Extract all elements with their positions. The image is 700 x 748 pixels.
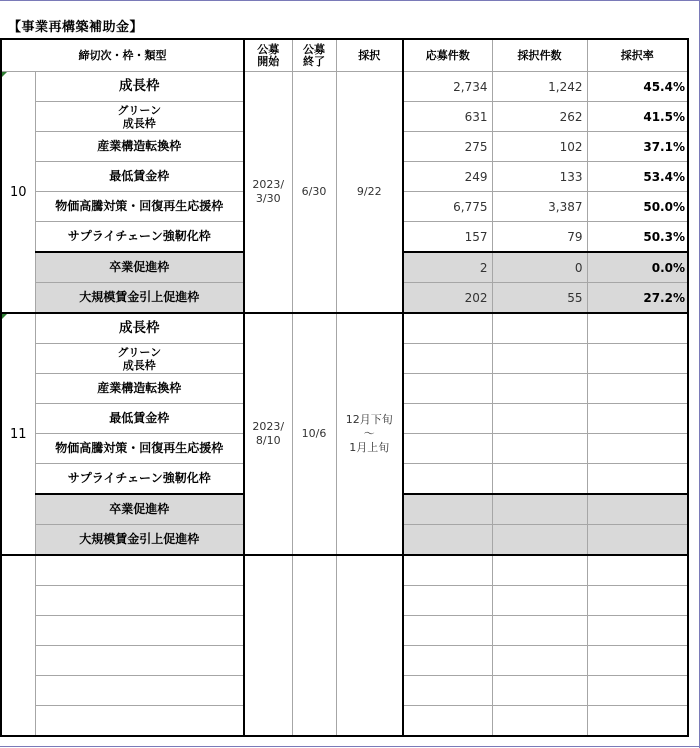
applications-cell[interactable]: 157	[403, 222, 492, 253]
table-row	[1, 313, 688, 344]
blank-start-cell[interactable]	[244, 555, 292, 736]
blank-category-cell[interactable]	[35, 646, 244, 676]
blank-category-cell[interactable]	[35, 616, 244, 646]
category-cell[interactable]	[35, 404, 244, 434]
applications-cell[interactable]	[403, 464, 492, 495]
rate-cell[interactable]: 50.3%	[587, 222, 688, 253]
header-start-label: 公募 開始	[257, 42, 280, 68]
category-label: 成長枠	[119, 78, 160, 94]
rate-cell[interactable]: 41.5%	[587, 102, 688, 132]
category-cell[interactable]	[35, 525, 244, 556]
blank-adopted-cell[interactable]	[492, 586, 587, 616]
blank-applications-cell[interactable]	[403, 676, 492, 706]
blank-adopted-cell[interactable]	[492, 676, 587, 706]
applications-cell[interactable]: 202	[403, 283, 492, 314]
frame-bottom	[0, 746, 700, 747]
category-label: サプライチェーン強靭化枠	[67, 471, 211, 485]
category-cell[interactable]	[35, 313, 244, 344]
category-cell[interactable]	[35, 162, 244, 192]
adopt-date-cell[interactable]	[336, 313, 403, 555]
rate-cell[interactable]	[587, 494, 688, 525]
blank-adopted-cell[interactable]	[492, 646, 587, 676]
applications-cell[interactable]	[403, 313, 492, 344]
applications-cell[interactable]: 275	[403, 132, 492, 162]
adopted-cell[interactable]	[492, 525, 587, 556]
adopted-cell[interactable]: 79	[492, 222, 587, 253]
blank-applications-cell[interactable]	[403, 646, 492, 676]
subsidy-table	[0, 38, 689, 737]
adopt-date: 12月下旬 ～ 1月上旬	[345, 413, 393, 454]
category-label: サプライチェーン強靭化枠	[67, 229, 211, 243]
blank-adopted-cell[interactable]	[492, 616, 587, 646]
category-cell[interactable]	[35, 374, 244, 404]
category-cell[interactable]	[35, 72, 244, 102]
blank-category-cell[interactable]	[35, 586, 244, 616]
blank-rate-cell[interactable]	[587, 676, 688, 706]
category-cell[interactable]	[35, 132, 244, 162]
rate-cell[interactable]	[587, 374, 688, 404]
category-label: 卒業促進枠	[109, 260, 170, 274]
rate-cell[interactable]	[587, 404, 688, 434]
category-label: 産業構造転換枠	[97, 139, 182, 153]
blank-applications-cell[interactable]	[403, 706, 492, 737]
rate-cell[interactable]: 0.0%	[587, 252, 688, 283]
adopt-date-cell[interactable]	[336, 72, 403, 314]
rate-cell[interactable]: 27.2%	[587, 283, 688, 314]
adopted-cell[interactable]: 55	[492, 283, 587, 314]
adopted-cell[interactable]: 262	[492, 102, 587, 132]
adopted-cell[interactable]	[492, 434, 587, 464]
blank-row	[1, 555, 688, 586]
adopted-cell[interactable]	[492, 374, 587, 404]
adopt-date: 9/22	[356, 185, 382, 198]
adopted-cell[interactable]: 0	[492, 252, 587, 283]
header-adopted[interactable]: 採択件数	[492, 39, 587, 72]
rate-cell[interactable]	[587, 313, 688, 344]
end-date-cell[interactable]	[292, 72, 336, 314]
category-cell[interactable]	[35, 252, 244, 283]
category-cell[interactable]	[35, 222, 244, 253]
header-row	[1, 39, 688, 72]
adopted-cell[interactable]	[492, 464, 587, 495]
category-cell[interactable]	[35, 434, 244, 464]
adopted-cell[interactable]	[492, 344, 587, 374]
rate-cell[interactable]	[587, 344, 688, 374]
blank-rate-cell[interactable]	[587, 586, 688, 616]
adopted-cell[interactable]: 3,387	[492, 192, 587, 222]
rate-cell[interactable]: 53.4%	[587, 162, 688, 192]
applications-cell[interactable]	[403, 374, 492, 404]
adopted-cell[interactable]	[492, 404, 587, 434]
category-label: 物価高騰対策・回復再生応援枠	[55, 199, 224, 213]
end-date-cell[interactable]	[292, 313, 336, 555]
applications-cell[interactable]: 249	[403, 162, 492, 192]
header-applications[interactable]: 応募件数	[403, 39, 492, 72]
header-adopt[interactable]: 採択	[336, 39, 403, 72]
table-row	[1, 72, 688, 102]
adopted-cell[interactable]	[492, 494, 587, 525]
applications-cell[interactable]: 6,775	[403, 192, 492, 222]
blank-adopt-cell[interactable]	[336, 555, 403, 736]
header-round-type[interactable]: 締切次・枠・類型	[1, 39, 244, 72]
category-label: 成長枠	[119, 320, 160, 336]
start-date: 2023/ 3/30	[252, 178, 285, 205]
category-label: 最低賃金枠	[109, 169, 170, 183]
end-date: 6/30	[301, 185, 327, 198]
rate-cell[interactable]	[587, 464, 688, 495]
round-number-cell[interactable]	[1, 313, 35, 555]
blank-rate-cell[interactable]	[587, 616, 688, 646]
category-label: グリーン 成長枠	[117, 345, 162, 372]
category-label: グリーン 成長枠	[117, 103, 162, 130]
end-date: 10/6	[301, 427, 327, 440]
header-end[interactable]	[292, 39, 336, 72]
table-body	[1, 72, 688, 737]
start-date-cell[interactable]	[244, 72, 292, 314]
blank-category-cell[interactable]	[35, 555, 244, 586]
rate-cell[interactable]: 50.0%	[587, 192, 688, 222]
applications-cell[interactable]: 2	[403, 252, 492, 283]
blank-rate-cell[interactable]	[587, 646, 688, 676]
blank-applications-cell[interactable]	[403, 586, 492, 616]
blank-round-cell[interactable]	[1, 555, 35, 736]
applications-cell[interactable]	[403, 344, 492, 374]
applications-cell[interactable]: 2,734	[403, 72, 492, 102]
blank-applications-cell[interactable]	[403, 555, 492, 586]
frame-top	[0, 0, 700, 1]
sheet-title: 【事業再構築補助金】	[8, 20, 144, 35]
applications-cell[interactable]: 631	[403, 102, 492, 132]
applications-cell[interactable]	[403, 525, 492, 556]
category-cell[interactable]	[35, 283, 244, 314]
round-number-cell[interactable]	[1, 72, 35, 314]
adopted-cell[interactable]: 133	[492, 162, 587, 192]
blank-applications-cell[interactable]	[403, 616, 492, 646]
blank-end-cell[interactable]	[292, 555, 336, 736]
category-label: 最低賃金枠	[109, 411, 170, 425]
round-number: 10	[9, 184, 27, 200]
header-rate[interactable]: 採択率	[587, 39, 688, 72]
blank-adopted-cell[interactable]	[492, 555, 587, 586]
applications-cell[interactable]	[403, 404, 492, 434]
category-cell[interactable]	[35, 464, 244, 495]
category-label: 産業構造転換枠	[97, 381, 182, 395]
blank-rate-cell[interactable]	[587, 706, 688, 737]
rate-cell[interactable]	[587, 525, 688, 556]
category-label: 卒業促進枠	[109, 502, 170, 516]
blank-adopted-cell[interactable]	[492, 706, 587, 737]
rate-cell[interactable]: 45.4%	[587, 72, 688, 102]
adopted-cell[interactable]	[492, 313, 587, 344]
applications-cell[interactable]	[403, 494, 492, 525]
category-label: 大規模賃金引上促進枠	[79, 532, 200, 546]
applications-cell[interactable]	[403, 434, 492, 464]
rate-cell[interactable]	[587, 434, 688, 464]
category-cell[interactable]	[35, 192, 244, 222]
header-start[interactable]	[244, 39, 292, 72]
category-label: 大規模賃金引上促進枠	[79, 290, 200, 304]
category-label: 物価高騰対策・回復再生応援枠	[55, 441, 224, 455]
category-cell[interactable]	[35, 102, 244, 132]
round-number: 11	[9, 426, 27, 442]
rate-cell[interactable]: 37.1%	[587, 132, 688, 162]
blank-category-cell[interactable]	[35, 706, 244, 737]
adopted-cell[interactable]: 102	[492, 132, 587, 162]
adopted-cell[interactable]: 1,242	[492, 72, 587, 102]
start-date-cell[interactable]	[244, 313, 292, 555]
header-end-label: 公募 終了	[303, 42, 325, 68]
blank-category-cell[interactable]	[35, 676, 244, 706]
blank-rate-cell[interactable]	[587, 555, 688, 586]
category-cell[interactable]	[35, 344, 244, 374]
category-cell[interactable]	[35, 494, 244, 525]
start-date: 2023/ 8/10	[252, 420, 285, 447]
